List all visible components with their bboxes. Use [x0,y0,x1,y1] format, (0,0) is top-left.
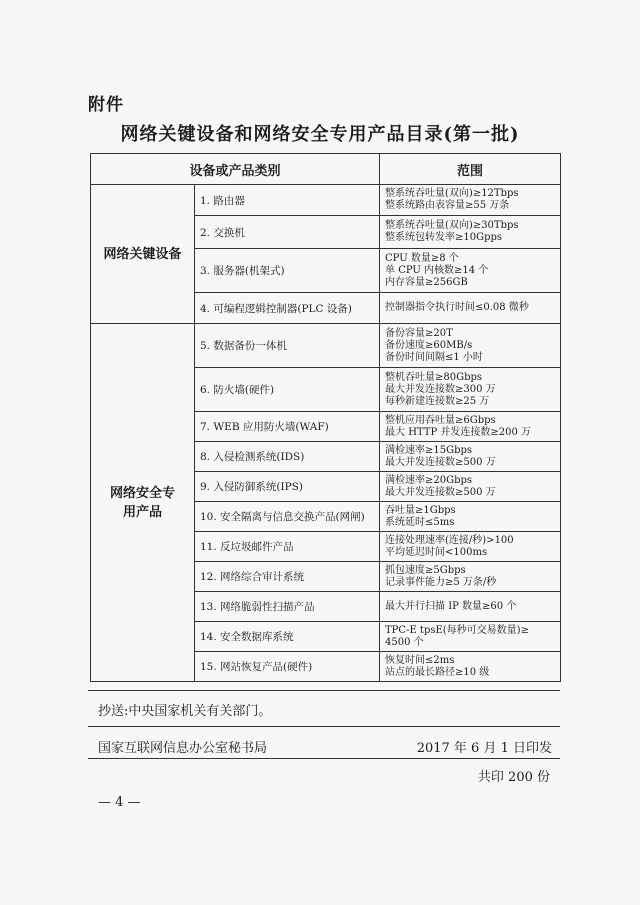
page-number: — 4 — [98,795,141,810]
column-header-category: 设备或产品类别 [91,154,380,185]
table-row [91,324,561,368]
scope-line: 站点的最长路径≥10 级 [385,666,490,678]
scope-cell [380,562,561,592]
column-header-scope: 范围 [380,154,561,185]
scope-line: 备份容量≥20T [385,327,453,339]
issuing-office: 国家互联网信息办公室秘书局 [98,741,268,756]
item-cell: 8. 入侵检测系统(IDS) [195,442,380,472]
scope-line: 最大并发连接数≥500 万 [385,486,496,498]
scope-line: 最大 HTTP 并发连接数≥200 万 [385,426,531,438]
scope-line: 整系统路由表容量≥55 万条 [385,200,510,211]
scope-cell [380,502,561,532]
scope-cell [380,472,561,502]
scope-cell [380,249,561,293]
scope-line: 单 CPU 内核数≥14 个 [385,264,489,276]
copies-count: 共印 200 份 [477,770,550,785]
scope-line: 整系统吞吐量(双向)≥30Tbps [385,220,519,231]
scope-line: 系统延时≤5ms [385,516,455,528]
item-cell: 11. 反垃圾邮件产品 [195,532,380,562]
item-cell: 12. 网络综合审计系统 [195,562,380,592]
scope-cell [380,412,561,442]
scope-cell [380,532,561,562]
scope-line: 最大并发连接数≥300 万 [385,383,496,395]
item-cell: 5. 数据备份一体机 [195,324,380,368]
scope-line: 最大并发连接数≥500 万 [385,456,496,468]
scope-line: CPU 数量≥8 个 [385,252,459,264]
scope-line: TPC-E tpsE(每秒可交易数量)≥ [385,624,529,636]
scope-line: 满检速率≥20Gbps [385,474,473,486]
scope-line: 连接处理速率(连接/秒)>100 [385,534,514,546]
scope-line: 备份时间间隔≤1 小时 [385,351,483,363]
scope-line: 满检速率≥15Gbps [385,444,473,456]
category-cell: 网络关键设备 [91,185,195,324]
table-row [91,185,561,216]
scope-line: 每秒新建连接数≥25 万 [385,395,490,407]
item-cell: 7. WEB 应用防火墙(WAF) [195,412,380,442]
category-cell: 网络安全专用产品 [91,324,195,682]
item-cell: 1. 路由器 [195,185,380,216]
attachment-label: 附件 [88,95,124,115]
item-cell: 15. 网站恢复产品(硬件) [195,652,380,682]
item-cell: 6. 防火墙(硬件) [195,368,380,412]
item-cell: 2. 交换机 [195,216,380,249]
scope-cell [380,324,561,368]
scope-line: 最大并行扫描 IP 数量≥60 个 [385,600,517,612]
divider-line [88,690,560,691]
item-cell: 13. 网络脆弱性扫描产品 [195,592,380,622]
scope-cell [380,185,561,216]
scope-cell [380,652,561,682]
scope-cell [380,293,561,324]
item-cell: 14. 安全数据库系统 [195,622,380,652]
scope-cell [380,442,561,472]
cc-line: 抄送:中央国家机关有关部门。 [98,704,272,719]
scope-cell [380,592,561,622]
scope-line: 控制器指令执行时间≤0.08 微秒 [385,302,529,313]
scope-line: 平均延迟时间<100ms [385,546,488,558]
document-title: 网络关键设备和网络安全专用产品目录(第一批) [120,124,520,145]
scope-line: 整系统吞吐量(双向)≥12Tbps [385,188,519,199]
scope-line: 记录事件能力≥5 万条/秒 [385,576,497,588]
scope-line: 内存容量≥256GB [385,276,468,288]
scope-line: 整机应用吞吐量≥6Gbps [385,414,496,426]
item-cell: 10. 安全隔离与信息交换产品(网闸) [195,502,380,532]
scope-cell [380,622,561,652]
scope-line: 整机吞吐量≥80Gbps [385,371,483,383]
scope-line: 整系统包转发率≥10Gpps [385,232,503,243]
item-cell: 9. 入侵防御系统(IPS) [195,472,380,502]
divider-line [88,726,560,727]
item-cell: 4. 可编程逻辑控制器(PLC 设备) [195,293,380,324]
scope-line: 吞吐量≥1Gbps [385,504,456,516]
table-body [91,185,561,682]
divider-line [88,758,560,759]
scope-cell [380,368,561,412]
table-header-row [91,154,561,185]
issue-date: 2017 年 6 月 1 日印发 [416,741,552,756]
scope-line: 备份速度≥60MB/s [385,339,473,351]
scope-cell [380,216,561,249]
item-cell: 3. 服务器(机架式) [195,249,380,293]
scope-line: 4500 个 [385,636,424,648]
scope-line: 恢复时间≤2ms [385,654,455,666]
scope-line: 抓包速度≥5Gbps [385,564,466,576]
product-catalog-table [90,153,561,682]
